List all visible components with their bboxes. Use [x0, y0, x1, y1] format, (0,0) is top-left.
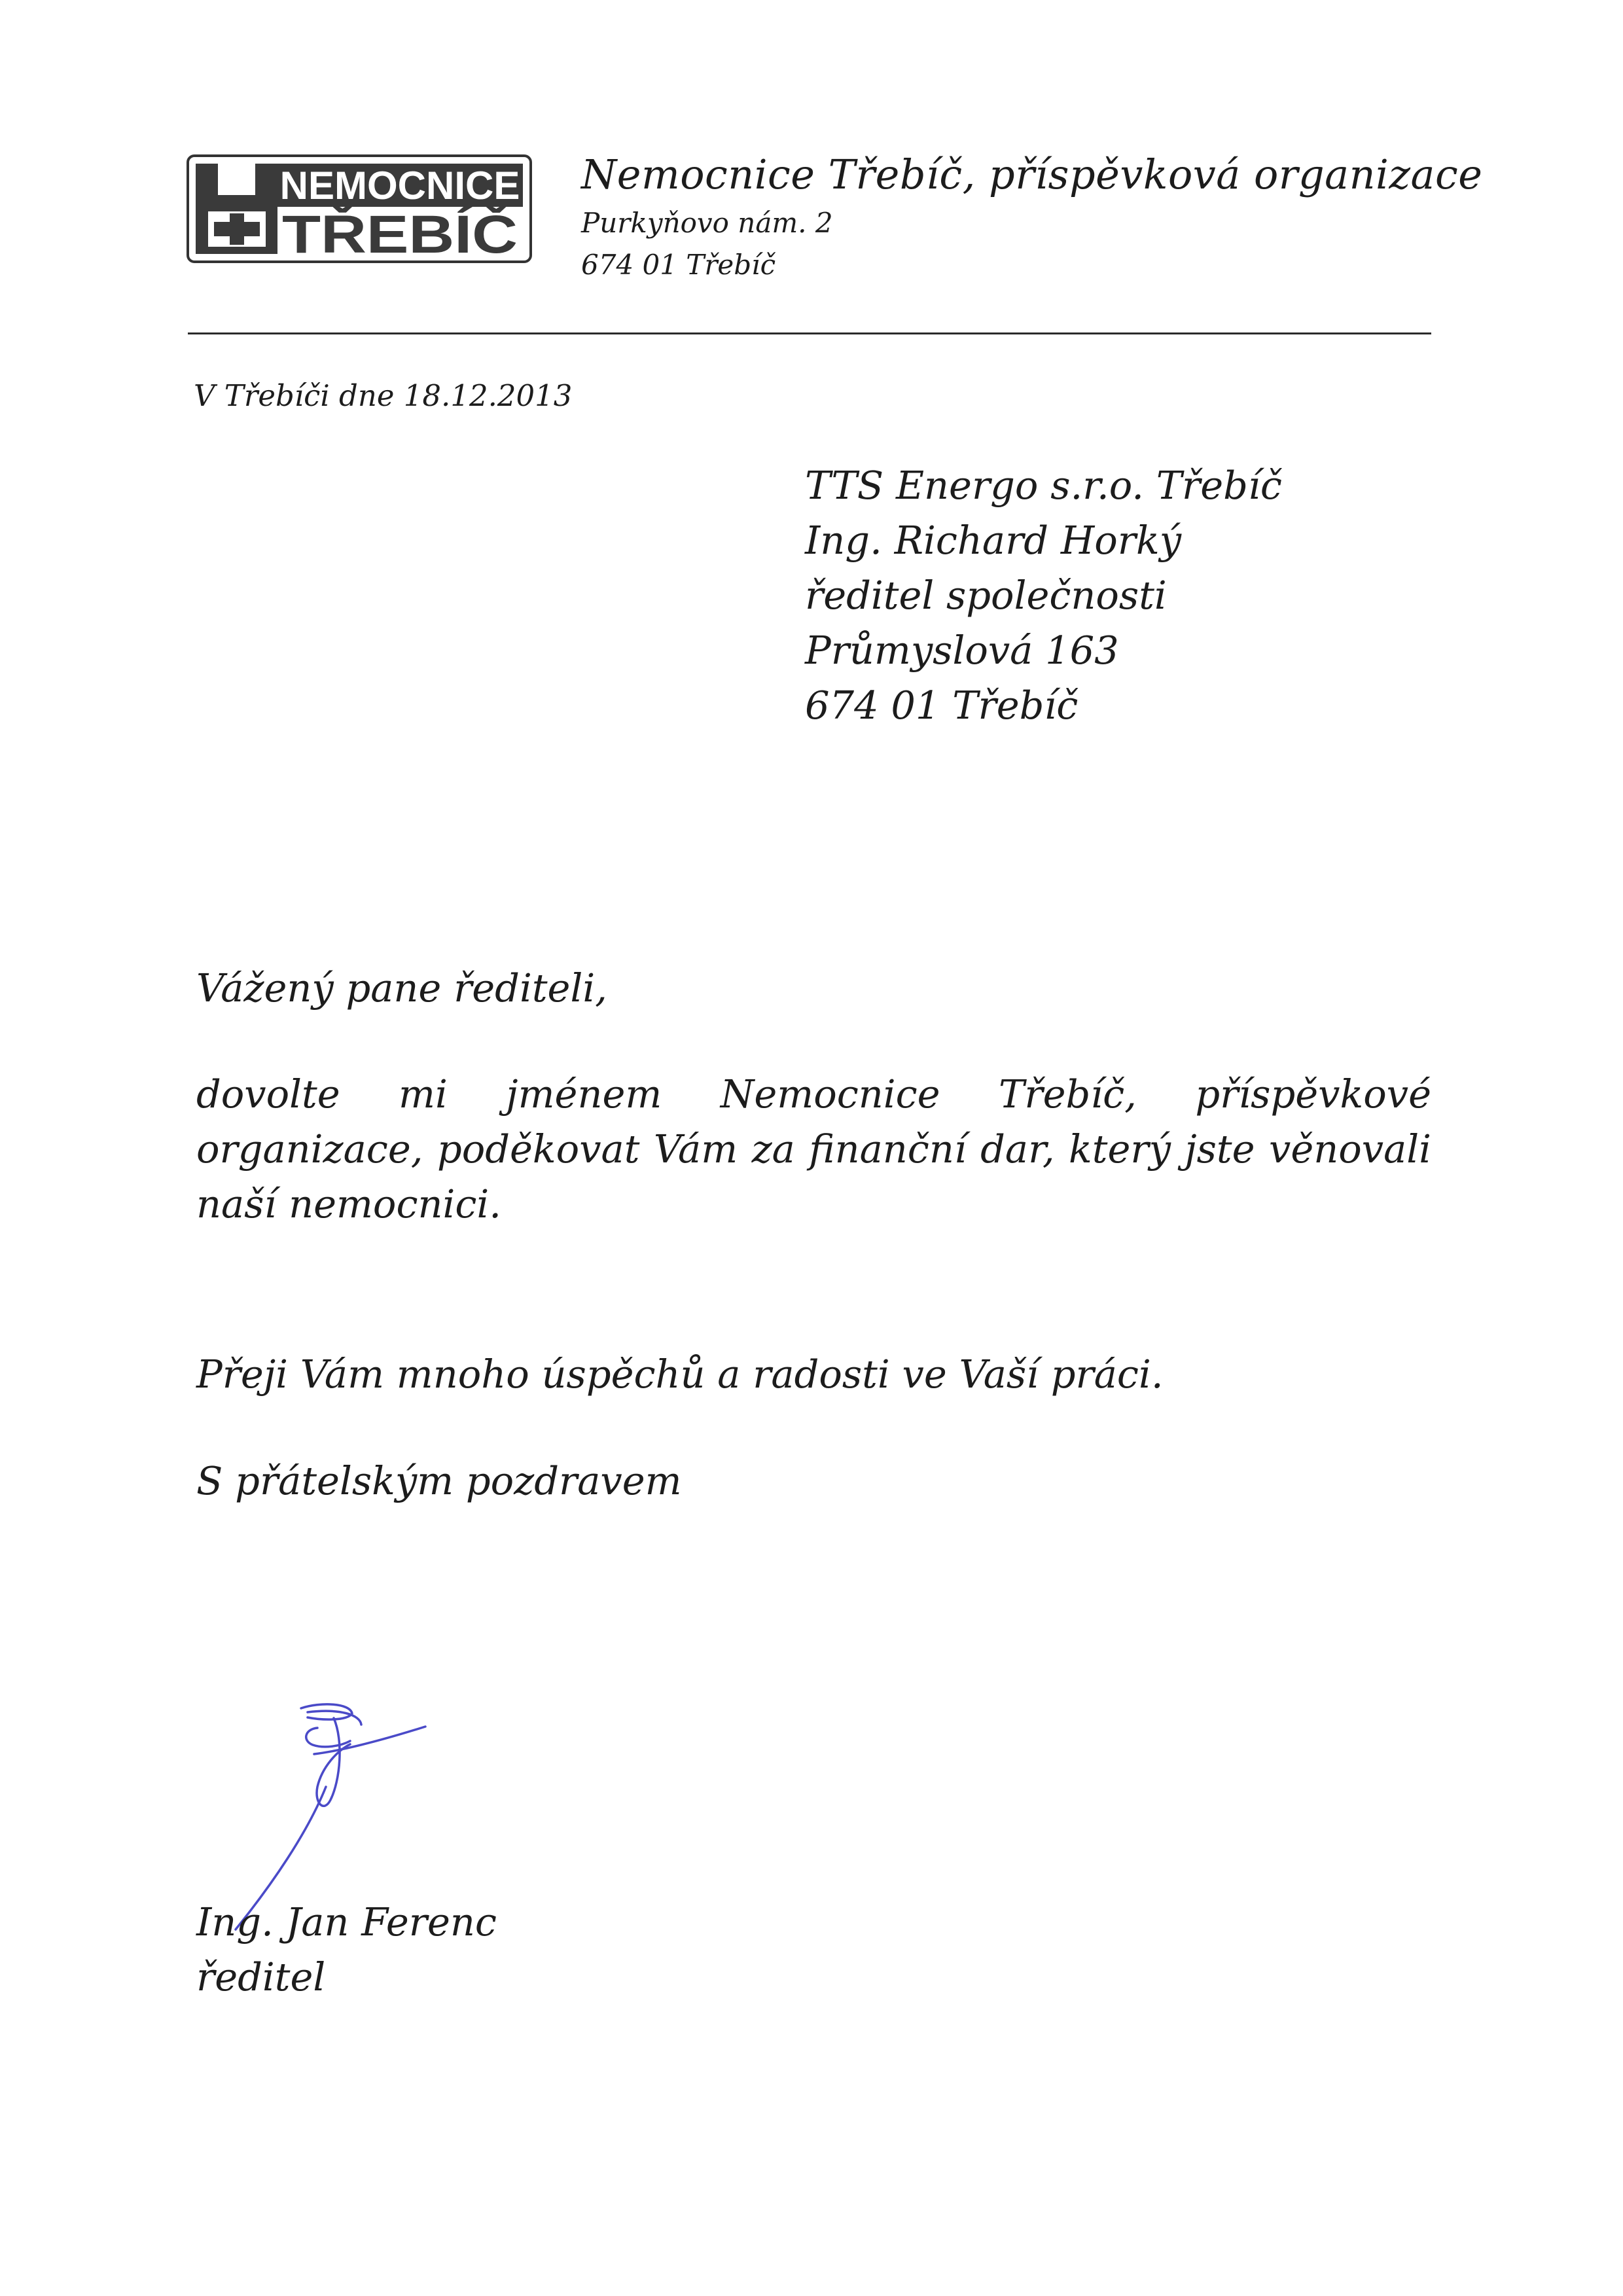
salutation: Vážený pane řediteli, [196, 965, 607, 1011]
logo-line-2: TŘEBÍČ [282, 205, 518, 263]
header-divider [188, 332, 1431, 334]
recipient-company: TTS Energo s.r.o. Třebíč [805, 463, 1282, 508]
recipient-city: 674 01 Třebíč [805, 683, 1079, 728]
recipient-street: Průmyslová 163 [805, 628, 1119, 673]
wishes-line: Přeji Vám mnoho úspěchů a radosti ve Vaší práci. [196, 1352, 1164, 1397]
body-paragraph: dovolte mi jménem Nemocnice Třebíč, příspěvkové organizace, poděkovat Vám za finanční dar, který jste věnovali naší nemocnici. [196, 1071, 1431, 1227]
recipient-position: ředitel společnosti [805, 573, 1167, 618]
organization-street: Purkyňovo nám. 2 [581, 207, 833, 239]
closing-line: S přátelským pozdravem [196, 1458, 682, 1503]
hospital-logo [187, 154, 532, 263]
organization-city: 674 01 Třebíč [581, 249, 776, 281]
organization-name: Nemocnice Třebíč, příspěvková organizace [581, 151, 1483, 198]
letterhead [581, 147, 1482, 286]
logo-line-1: NEMOCNICE [279, 164, 520, 207]
recipient-name: Ing. Richard Horký [805, 518, 1182, 563]
recipient-address [805, 458, 1282, 733]
letter-date: V Třebíči dne 18.12.2013 [194, 378, 573, 413]
signer-title: ředitel [196, 1954, 326, 2000]
signer-name: Ing. Jan Ferenc [196, 1899, 497, 1945]
signer-block [196, 1895, 497, 2005]
